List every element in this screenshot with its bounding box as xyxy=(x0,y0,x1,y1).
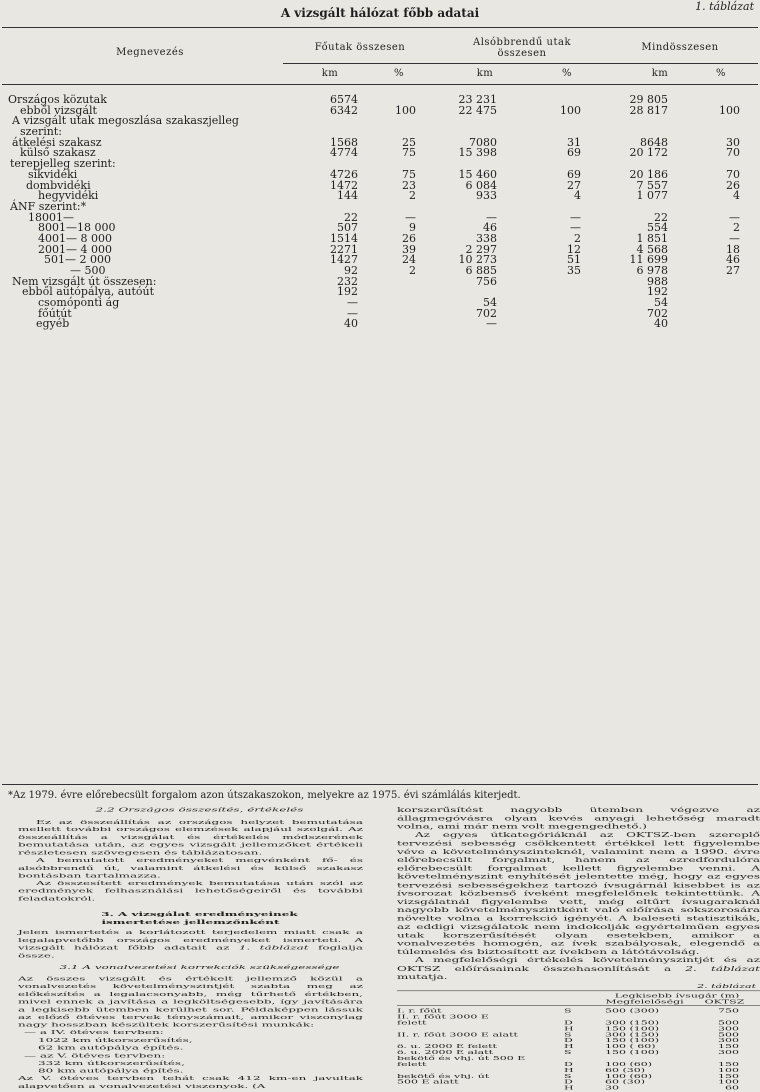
table-cell: 60 (30) xyxy=(605,1078,646,1086)
row-label: 501— 2 000 xyxy=(44,253,111,267)
row-label: főútút xyxy=(38,306,72,320)
table-cell: 150 xyxy=(718,1072,739,1080)
paragraph: korszerűsítést nagyobb ütemben végezve az állagmegóvásra olyan kevés anyagi lehetőség maradt volna, ami már nem volt megengedhető.) xyxy=(397,806,760,831)
table-cell: 100 ( 60) xyxy=(605,1042,656,1050)
table2-header-main: Legkisebb ívsugár (m) xyxy=(614,992,740,1000)
table-cell: 150 (100) xyxy=(605,1025,660,1033)
table-cell: 300 xyxy=(718,1037,739,1045)
table-cell: 933 xyxy=(476,189,497,203)
table-cell: II. r. főút 3000 E xyxy=(397,1013,489,1021)
table-cell: 756 xyxy=(476,274,497,288)
table-cell: 6 978 xyxy=(636,264,668,277)
row-label: 8001—18 000 xyxy=(38,221,116,235)
table-cell: 70 xyxy=(726,146,740,160)
table-cell: 6574 xyxy=(330,93,358,106)
table-cell: 4 568 xyxy=(636,242,668,256)
table-cell: 30 xyxy=(726,135,740,149)
table-cell: — xyxy=(570,221,581,235)
right-column-body xyxy=(397,806,760,981)
table-cell: 100 xyxy=(718,1078,739,1086)
left-column-body xyxy=(18,806,363,1090)
table-cell: — xyxy=(347,306,358,320)
table-cell: 18 xyxy=(726,242,740,256)
section-3-heading: 3. A vizsgálat eredményeinek ismertetése jellemzőnként xyxy=(101,910,298,925)
row-label: Nem vizsgált út összesen: xyxy=(12,274,157,288)
table-cell: 15 460 xyxy=(458,167,497,181)
table-cell: 4774 xyxy=(330,146,358,160)
table-cell: 1 077 xyxy=(636,189,668,203)
paragraph: A bemutatott eredményeket megvénként fő- és alsóbbrendű út, valamint átkelési és külső szakasz bontásban tartalmazza. xyxy=(18,856,363,879)
table2-header-rule xyxy=(397,1005,760,1006)
table-cell: 69 xyxy=(567,146,581,160)
table-cell: 300 xyxy=(718,1048,739,1056)
row-label: 4001— 8 000 xyxy=(38,231,112,245)
table-cell: 2 xyxy=(409,189,416,203)
table-cell: 300 (150) xyxy=(605,1019,660,1027)
table-cell: — xyxy=(405,210,416,224)
table-cell: 100 (60) xyxy=(605,1072,653,1080)
table-row xyxy=(0,306,760,320)
table-cell: 60 xyxy=(725,1084,739,1092)
row-label: csomóponti ág xyxy=(38,296,120,310)
table-cell: — xyxy=(347,296,358,310)
paragraph xyxy=(397,956,760,981)
table-cell: 23 xyxy=(402,178,416,192)
table1-footnote: *Az 1979. évre előrebecsült forgalom azon útszakaszokon, melyekre az 1975. évi számlálás kiterjedt. xyxy=(8,790,521,801)
table-cell: 28 817 xyxy=(629,103,668,117)
table-cell: 2 297 xyxy=(465,242,497,256)
table-cell: 39 xyxy=(402,242,416,256)
paragraph xyxy=(18,929,363,960)
row-label: terepjelleg szerint: xyxy=(10,157,116,171)
table-cell: 8648 xyxy=(640,135,668,149)
row-label: külső szakasz xyxy=(20,146,96,160)
table-cell: D xyxy=(564,1037,573,1045)
table-cell: 338 xyxy=(476,231,497,245)
paragraph: Az V. ötéves tervben tehát csak 412 km-en javultak alapvetően a vonalvezetési viszonyok. (A xyxy=(18,1074,363,1090)
table-cell: 4 xyxy=(574,189,581,203)
table1-header-pct-2: % xyxy=(561,68,572,79)
table-cell: 6342 xyxy=(330,103,358,117)
table-cell: — xyxy=(729,210,740,224)
table-cell: 2 xyxy=(409,264,416,277)
row-label: átkelési szakasz xyxy=(12,135,102,149)
table-cell: 54 xyxy=(654,296,668,310)
paragraph: Az összesített eredmények bemutatása után szól az eredmények felhasználási lehetőségeiről és további feladatokról. xyxy=(18,879,363,902)
table-cell: 100 xyxy=(719,103,740,117)
table-cell: ö. u. 2000 E felett xyxy=(397,1042,497,1050)
table-row xyxy=(397,1085,760,1091)
table-cell: D xyxy=(564,1078,573,1086)
table-cell: 100 xyxy=(560,103,581,117)
table-cell: I. r. főút xyxy=(397,1007,442,1015)
table-cell: 2271 xyxy=(330,242,358,256)
table-cell: 30 xyxy=(605,1084,619,1092)
table-cell: 27 xyxy=(726,264,740,277)
table-cell: 150 (100) xyxy=(605,1037,660,1045)
row-label: 18001— xyxy=(28,210,74,224)
table-cell: 22 xyxy=(654,210,668,224)
row-label: ÁNF szerint:* xyxy=(10,199,87,213)
table-cell: 22 xyxy=(344,210,358,224)
table-cell: 150 xyxy=(718,1042,739,1050)
table2-header-oktsz: OKTSZ xyxy=(704,998,745,1006)
table1-top-rule xyxy=(2,27,758,28)
table-cell: 70 xyxy=(726,167,740,181)
table-cell: — xyxy=(486,317,497,331)
table-cell: II. r. főút 3000 E alatt xyxy=(397,1031,518,1039)
table1-header-mid-rule xyxy=(283,63,758,64)
table-cell: — xyxy=(570,210,581,224)
text: Jelen ismertetés a korlátozott terjedelem miatt csak a legalapvetőbb országos eredményeket ismerteti. A vizsgált hálózat főbb adatait az xyxy=(18,928,363,951)
table-cell: 500 xyxy=(718,1019,739,1027)
row-label: Országos közutak xyxy=(8,93,107,106)
list-item: — az V. ötéves tervben: xyxy=(24,1051,166,1059)
table-cell: S xyxy=(564,1007,572,1015)
table1-header-fo: Főutak összesen xyxy=(314,42,406,53)
table-row xyxy=(0,199,760,213)
row-label: 2001— 4 000 xyxy=(38,242,112,256)
table-cell: 40 xyxy=(654,317,668,331)
table1-header-also: Alsóbbrendű utak összesen xyxy=(472,37,571,59)
table-cell: 20 172 xyxy=(629,146,668,160)
table1-header-mind: Mindösszesen xyxy=(641,42,719,53)
row-label: — 500 xyxy=(70,264,106,277)
table-cell: D xyxy=(564,1060,573,1068)
table-cell: — xyxy=(486,210,497,224)
table-cell: 507 xyxy=(337,221,358,235)
table-cell: 51 xyxy=(567,253,581,267)
table1-header-km-3: km xyxy=(651,68,669,79)
table1-header-rule xyxy=(2,84,758,85)
table-cell: 7 557 xyxy=(636,178,668,192)
row-label: egyéb xyxy=(36,317,70,331)
table-cell: 1427 xyxy=(330,253,358,267)
table-cell: 150 xyxy=(718,1060,739,1068)
list-item: 1022 km útkorszerűsítés, xyxy=(38,1036,193,1044)
table-cell: 144 xyxy=(337,189,358,203)
table-cell: 500 E alatt xyxy=(397,1078,459,1086)
table1-header-name: Megnevezés xyxy=(116,47,184,58)
table-row xyxy=(0,298,760,309)
table-cell: 12 xyxy=(567,242,581,256)
table-cell: 22 475 xyxy=(458,103,497,117)
text: A megfelelőségi értékelés követelményszintjét és az OKTSZ előírásainak összehasonlítását a xyxy=(397,956,760,973)
table-cell: 40 xyxy=(344,317,358,331)
table-cell: 26 xyxy=(402,231,416,245)
row-label: ebből autópálya, autóút xyxy=(22,285,154,299)
section-2-2-heading: 2.2 Országos összesítés, értékelés xyxy=(95,806,304,813)
table-cell: 988 xyxy=(647,274,668,288)
table-cell: felett xyxy=(397,1019,427,1027)
list-item: 62 km autópálya építés. xyxy=(38,1043,184,1051)
table-cell: 554 xyxy=(647,221,668,235)
table-row xyxy=(0,191,760,202)
table-cell: 26 xyxy=(726,178,740,192)
table-cell: 1568 xyxy=(330,135,358,149)
table-cell: 10 273 xyxy=(458,253,497,267)
table-cell: H xyxy=(564,1066,574,1074)
paragraph: Ez az összeállítás az országos helyzet bemutatása mellett további országos elemzések alapjául szolgál. Az összeállítás a vizsgálat és értékelés módszerének bemutatása után, az egyes vizsgált jellemzőket értékeli részletesen szövegesen és táblázatosan. xyxy=(18,818,363,856)
table-cell: 46 xyxy=(483,221,497,235)
table1-header-km-1: km xyxy=(321,68,339,79)
table-ref: 1. táblázat xyxy=(238,944,309,951)
table-cell: 35 xyxy=(567,264,581,277)
table-cell: 500 xyxy=(718,1031,739,1039)
table1-bottom-rule xyxy=(2,784,758,785)
table-cell: 60 (30) xyxy=(605,1066,646,1074)
table-cell: 4726 xyxy=(330,167,358,181)
table-cell: 31 xyxy=(567,135,581,149)
table2-header xyxy=(397,991,760,1005)
table-cell: 6 084 xyxy=(465,178,497,192)
table-cell: H xyxy=(564,1042,574,1050)
table-cell: felett xyxy=(397,1060,427,1068)
table-cell: 25 xyxy=(402,135,416,149)
table2-header-megf: Megfelelőségi xyxy=(605,998,684,1006)
row-label: dombvidéki xyxy=(26,178,91,192)
table-cell: 9 xyxy=(409,221,416,235)
table-cell: 300 xyxy=(718,1025,739,1033)
row-label: szerint: xyxy=(20,125,62,139)
table-cell: 27 xyxy=(567,178,581,192)
table1-title: A vizsgált hálózat főbb adatai xyxy=(280,6,480,20)
table1-number: 1. táblázat xyxy=(695,0,754,13)
table-cell: bekötő és vhj. út xyxy=(397,1072,490,1080)
table-cell: 4 xyxy=(733,189,740,203)
table-cell: H xyxy=(564,1084,574,1092)
table-cell: 20 186 xyxy=(629,167,668,181)
table-cell: 75 xyxy=(402,146,416,160)
table-cell: 1 851 xyxy=(636,231,668,245)
table-cell: 29 805 xyxy=(629,93,668,106)
table-cell: 750 xyxy=(718,1007,739,1015)
table2-body xyxy=(397,1008,760,1091)
row-label: A vizsgált utak megoszlása szakaszjelleg xyxy=(12,114,239,128)
table2-number: 2. táblázat xyxy=(697,982,756,990)
paragraph: Az összes vizsgált és értékelt jellemző közül a vonalvezetés követelményszintjét szabta meg az előkészítés a legalacsonyabb, még tűrhető értékben, mivel ennek a javítása a legköltségesebb, így javítására a legkisebb ütemben kerülhet sor. Példaképpen lássuk az előző ötéves tervek tényszámait, amikor viszonylag nagy hosszban készültek korszerűsítési munkák: xyxy=(18,974,363,1028)
text: foglalja össze. xyxy=(18,944,363,959)
table-cell: D xyxy=(564,1019,573,1027)
table-cell: bekötő és vhj. út 500 E xyxy=(397,1054,526,1062)
table-row xyxy=(0,116,760,127)
table-cell: 6 885 xyxy=(465,264,497,277)
section-3-1-heading: 3.1 A vonalvezetési korrekciók szükségessége xyxy=(59,963,340,971)
text: mutatja. xyxy=(397,972,448,981)
table1-header-km-2: km xyxy=(476,68,494,79)
table-cell: 702 xyxy=(476,306,497,320)
table1-body xyxy=(0,95,760,330)
paragraph: Az egyes útkategóriáknál az OKTSZ-ben szereplő tervezési sebesség csökkentett értékkel lett figyelembe véve a követelményszinteknél, valamint nem a 1990. évre előrebecsült forgalmat, hanem az ezredfordulóra előrebecsült forgalmat kellett figyelembe venni. A követelményszint enyhítését jelentette még, hogy az egyes tervezési sebességekhez tartozó ívsugárnál kisebbet is az ívsorozat közbenső íveként megfelelőnek tekintettünk. A vizsgálatnál figyelembe vett, még eltűrt ívsugaraknál nagyobb követelményszintként való előírása sokszorosára növelte volna a korrekció igényét. A baleseti statisztikák, az eddigi vizsgálatok nem indokolják egyértelműen egyes utak korszerűsítését olyan esetekben, amikor a vonalvezetés homogén, az ívek szabályosak, elegendő a túlemelés és biztosított az ívekben a látótávolság. xyxy=(397,831,760,956)
table-cell: 75 xyxy=(402,167,416,181)
table-cell: 702 xyxy=(647,306,668,320)
table-cell: 150 (100) xyxy=(605,1048,660,1056)
table-cell: 46 xyxy=(726,253,740,267)
table-cell: 2 xyxy=(574,231,581,245)
table-cell: 192 xyxy=(337,285,358,299)
table-cell: 100 (60) xyxy=(605,1060,653,1068)
row-label: hegyvidéki xyxy=(38,189,99,203)
list-item: 332 km útkorszerűsítés, xyxy=(38,1059,185,1067)
table-cell: 69 xyxy=(567,167,581,181)
table-cell: 23 231 xyxy=(458,93,497,106)
table-cell: 100 xyxy=(718,1066,739,1074)
table-ref: 2. táblázat xyxy=(685,964,760,973)
table-cell: 232 xyxy=(337,274,358,288)
table-cell: 92 xyxy=(344,264,358,277)
table-cell: 192 xyxy=(647,285,668,299)
table1-header-pct-3: % xyxy=(715,68,726,79)
table-cell: — xyxy=(729,231,740,245)
row-label: síkvidéki xyxy=(28,167,78,181)
table-row xyxy=(0,319,760,330)
table-cell: 500 (300) xyxy=(605,1007,660,1015)
table-cell: 7080 xyxy=(469,135,497,149)
row-label: ebből vizsgált xyxy=(20,103,97,117)
table-cell: 54 xyxy=(483,296,497,310)
list-item: 80 km autópálya építés. xyxy=(38,1067,184,1074)
table-cell: S xyxy=(564,1048,572,1056)
table-cell: 1514 xyxy=(330,231,358,245)
table-cell: ö. u. 2000 E alatt xyxy=(397,1048,493,1056)
list-item: — a IV. ötéves tervben: xyxy=(24,1028,164,1036)
table1-header-pct-1: % xyxy=(393,68,404,79)
table-cell: 24 xyxy=(402,253,416,267)
table-cell: 2 xyxy=(733,221,740,235)
table-cell: S xyxy=(564,1072,572,1080)
table-cell: 11 699 xyxy=(629,253,668,267)
table-cell: S xyxy=(564,1031,572,1039)
table-cell: 300 (150) xyxy=(605,1031,660,1039)
table-cell: 15 398 xyxy=(458,146,497,160)
table-cell: H xyxy=(564,1025,574,1033)
table2 xyxy=(397,983,760,1091)
table-cell: 1472 xyxy=(330,178,358,192)
table-cell: 100 xyxy=(395,103,416,117)
